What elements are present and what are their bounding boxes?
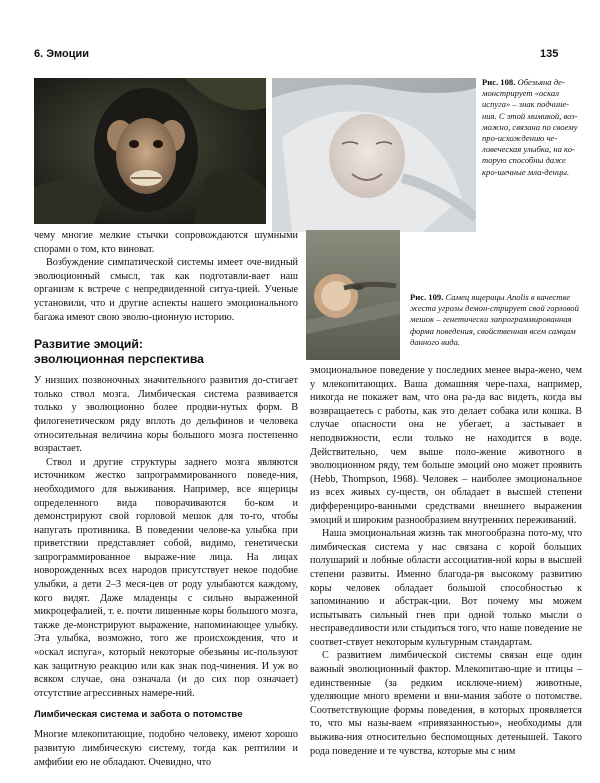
lizard-photo (306, 230, 400, 360)
figure-109-text: Самец ящерицы Anolis в качестве жеста угрозы демон-стрирует свой горловой мешок – генетически запрограммированная форма поведения, свойственная всем самцам данного вида. (410, 292, 579, 347)
section-heading-line-2: эволюционная перспектива (34, 352, 204, 367)
figure-109-caption (410, 292, 580, 348)
infant-photo (272, 78, 476, 232)
figure-108-label: Рис. 108. (482, 77, 516, 87)
subsection-heading: Лимбическая система и забота о потомстве (34, 709, 243, 721)
intro-paragraph-1: чему многие мелкие стычки сопровождаются шумными спорами о том, кто виноват. (34, 230, 298, 255)
right-paragraph-b: Наша эмоциональная жизнь так многообразна пото-му, что лимбическая система у нас связана с корой больших полушарий и лобные области ассоциатив-ной коры в высшей степени развиты. Именно благода-ря высокому развитию коры человек обладает большой способностью к запоминанию и абстрак-ции. Вот почему мы можем испытывать сильный гнев при одной только мысли о несправедливости или стыдиться того, что наше поведение не соответ-ствует некоторым культурным стандартам. (310, 528, 582, 648)
running-header-chapter: 6. Эмоции (34, 48, 90, 60)
figure-108-caption (482, 77, 582, 178)
left-column (34, 229, 298, 769)
right-paragraph-a: эмоциональное поведение у последних менее выра-жено, чем у млекопитающих. Ваша домашняя чере-паха, например, никогда не покажет вам, что она ра-да вас видеть, когда вы возвращаетесь с работы, как это делает собака или кошка. В случае опасности она не убегает, а застывает в неподвижности, если только не находится в воде. Действительно, чем выше поло-жение животного в эволюционном ряду, тем больше эмоций оно может проявить (Hebb, Thompson, 1968). Человек – наиболее эмоциональное из всех живых су-ществ, он обладает в высшей степени дифференциро-ванными средствами внешнего выражения эмоций и широким разнообразием внутренних переживаний. (310, 365, 582, 526)
right-paragraph-c: С развитием лимбической системы связан еще один важный эволюционный фактор. Млекопитаю-щие и птицы – единственные (за редким исключе-нием) животные, уделяющие много времени и вни-мания заботе о потомстве. Соответствующие формы поведения, в которых проявляется то, что мы назы-ваем «привязанностью», необходимы для выжива-ния относительно беспомощных детенышей. Такого рода поведение и те чувства, которые мы с ним (310, 650, 582, 757)
page-number: 135 (540, 48, 559, 60)
body-paragraph-c: Многие млекопитающие, подобно человеку, имеют хорошо развитую лимбическую систему, тогда как рептилии и амфибии ею не обладают. Очевидно, что (34, 729, 298, 768)
body-paragraph-b: Ствол и другие структуры заднего мозга являются источником жестко запрограммированного поведе-ния, необходимого для выживания. Например, все ящерицы определенного вида поворачиваются бо-ком и демонстрируют свой горловой мешок для то-го, чтобы напугать противника. В поведении челове-ка улыбка при приветствии представляет собой, видимо, генетически запрограммированное выраже-ние лица. На лицах новорожденных всех народов присутствует некое подобие улыбки, а дети 2–3 меся-цев от роду улыбаются каждому, кого видят. Даже младенцы с сильно выраженной микроцефалией, т. е. почти лишенные коры большого мозга, также де-монстрируют выражение, напоминающее улыбку. Эта улыбка, возможно, того же происхождения, что и «оскал испуга», который некоторые обезьяны ис-пользуют как защитную реакцию или как знак под-чинения. И уж во всяком случае, она означала (и до сих пор означает) отсутствие агрессивных намере-ний. (34, 456, 298, 699)
chimpanzee-photo (34, 78, 266, 224)
body-paragraph-a: У низших позвоночных значительного развития до-стигает только ствол мозга. Лимбическая система развивается только у эволюционно более продви-нутых форм. В филогенетическом ряду вплоть до дельфинов и человека относительная величина коры большого мозга постепенно возрастает. (34, 375, 298, 455)
figure-109-label: Рис. 109. (410, 292, 444, 302)
section-heading-line-1: Развитие эмоций: (34, 337, 143, 352)
right-column (310, 364, 582, 758)
figure-108-text: Обезьяна де-монстрирует «оскал испуга» – знак подчине-ния. С этой мимикой, воз-можно, связана по своему про-исхождению че-ловеческая улыбка, на ко-торую способны даже кро-шечные мла-денцы. (482, 77, 578, 177)
intro-paragraph-2: Возбуждение симпатической системы имеет оче-видный эволюционный смысл, так как подготавли-вает наш организм к встрече с непредвиденной ситуа-цией. Ученые установили, что и другие аспекты нашего эмоционального багажа имеют свою эволю-ционную историю. (34, 257, 298, 323)
